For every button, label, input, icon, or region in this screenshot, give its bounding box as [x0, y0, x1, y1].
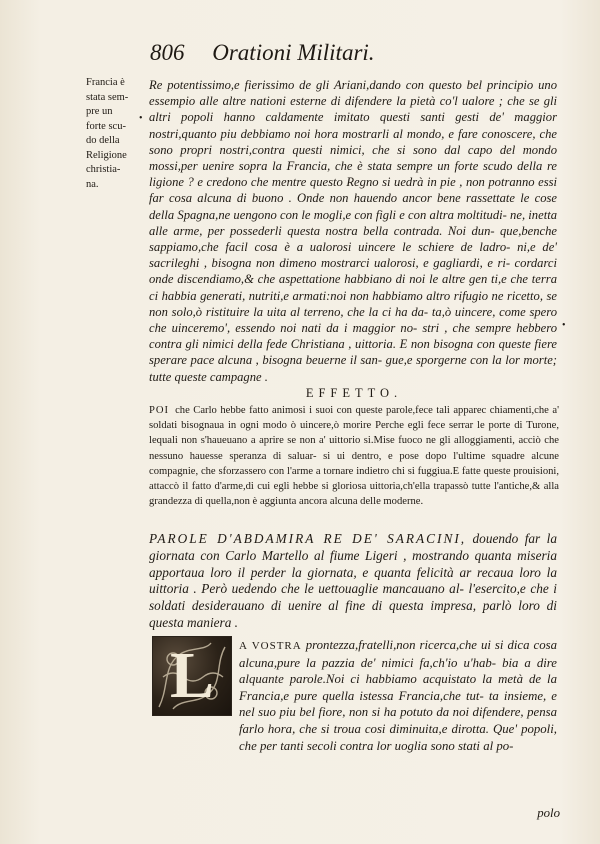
initial-letter: L — [169, 639, 215, 712]
margin-note-line: forte scu- — [86, 120, 126, 132]
page-number: 806 — [150, 40, 185, 65]
decorated-initial — [152, 636, 232, 716]
margin-note-line: do della — [86, 135, 120, 146]
effetto-body: che Carlo hebbe fatto animosi i suoi con queste parole,fece tali apparec chiamenti,che a' soldati bisognaua in ogni modo ò uincere,ò morire Perche egli fece serrar le porte di Turone, lequali non s'haueuano a aprire se non a' uittorio si.Mise fuoco ne gli alloggiamenti, acciò che nessuno hauesse speranza di saluar- si ui dentro, e pose dopo l'ultime squadre alcune compagnie, che sforzassero con l'arme a tornare indietro chi si fuggiua.E fatte queste prouisioni, attaccò il fatto d'arme,di cui egli hebbe si gloriosa uittoria,ch'ella trapassò tutte l'antiche,& alla grandezza di quella,non è aggiunta ancora alcuna delle moderne. — [149, 405, 559, 508]
margin-note-line: Religione — [86, 149, 127, 161]
margin-note-line: na. — [86, 178, 99, 190]
margin-note-line: Francia è — [86, 77, 125, 88]
opening-body: prontezza,fratelli,non ricerca,che ui si dica cosa alcuna,pure la pazzia de' nimici fa,ch'io u'hab- bia a dire alquante parole.Noi ci habbiamo acquistato la metà de la Francia,e pure quella istessa Francia,che tut- ta insieme, e nel suo piu bel fiore, non si ha potuto da noi difendere, pensa farlo hora, che si troua cosi diminuita,e dirotta. Que' popoli, che per tanti secoli contra lor uoglia sono stati al po- — [239, 638, 557, 753]
margin-note-line: stata sem- — [86, 91, 129, 103]
effetto-paragraph — [149, 403, 559, 509]
margin-note — [86, 76, 144, 192]
margin-note-line: pre un — [86, 106, 113, 117]
opening-smallcaps: A VOSTRA — [239, 640, 302, 652]
margin-mark: • — [562, 320, 566, 331]
catchword: polo — [537, 806, 560, 820]
parole-title: PAROLE D'ABDAMIRA RE DE' SARACINI, — [149, 531, 467, 546]
parole-body: douendo far la giornata con Carlo Martello al fiume Ligeri , mostrando quanta miseria apportaua loro il perder la giornata, e quanta felicità ar recaua loro la uittoria . Però uedendo che le uettouaglie mancauano al- l'esercito,e che i soldati desiderauano di uenire al fine di questa impresa, parlò loro di questa maniera . — [149, 531, 557, 630]
margin-note-line: christia- — [86, 164, 121, 175]
section-heading-effetto: EFFETTO. — [305, 386, 403, 400]
oration-text: Re potentissimo,e fierissimo de gli Ariani,dando con questo bel principio uno essempio alle altre nationi esterne di difendere la pietà co'l ualore ; che se gli altri popoli hanno caldamente imitato questi santi gesti de' maggior nostri,quanto piu debbiamo noi hora mostrarli al mondo, e fare conoscere, che sono propri nostri,contra questi nimici, che si sono dal capo del mondo mossi,per uenire sopra la Francia, che è stata sempre un forte scudo della re ligione ? e credono che mentre questo Regno si uedrà in pie , non potranno essi far cosa alcuna di buono . Onde non hauendo ancor bene rassettate le cose della Spagna,ne uengono con le mogli,e con figli e con altra moltitudi- ne, inetta alle arme, per possederli questa nostra bella contrada. Noi dun- que,benche sappiamo,che facil cosa è a ualorosi uincere le schiere de ladro- ni,e de' sacrileghi , bisogna non dimeno mostrarci ualorosi, e gagliardi, e ri- cordarci onde discendiamo,& che aspettatione habbiano di noi le altre gen ti,e che terra ci habbia generati, nutriti,e armati:noi non habbiamo altro rifugio ne ricetto, se non solo,ò ristituire la uita al terreno, che la ci ha da- ta,ò uincere, come spero che uinceremo', essendo noi nati da i maggior no- stri , che sempre hebbero contra gli nimici della fede Christiana , uittoria. E non bisogna con queste fiere sperare pace alcuna , bisogna beuerne il san- gue,e sporgerne con la lor morte; tutte queste campagne . — [149, 78, 557, 384]
oration-opening — [239, 637, 557, 754]
margin-mark: • — [139, 113, 143, 124]
running-header — [150, 40, 570, 66]
parole-intro — [149, 531, 557, 632]
effetto-lead-word: POI — [149, 405, 170, 416]
running-title: Orationi Militari. — [212, 40, 375, 65]
